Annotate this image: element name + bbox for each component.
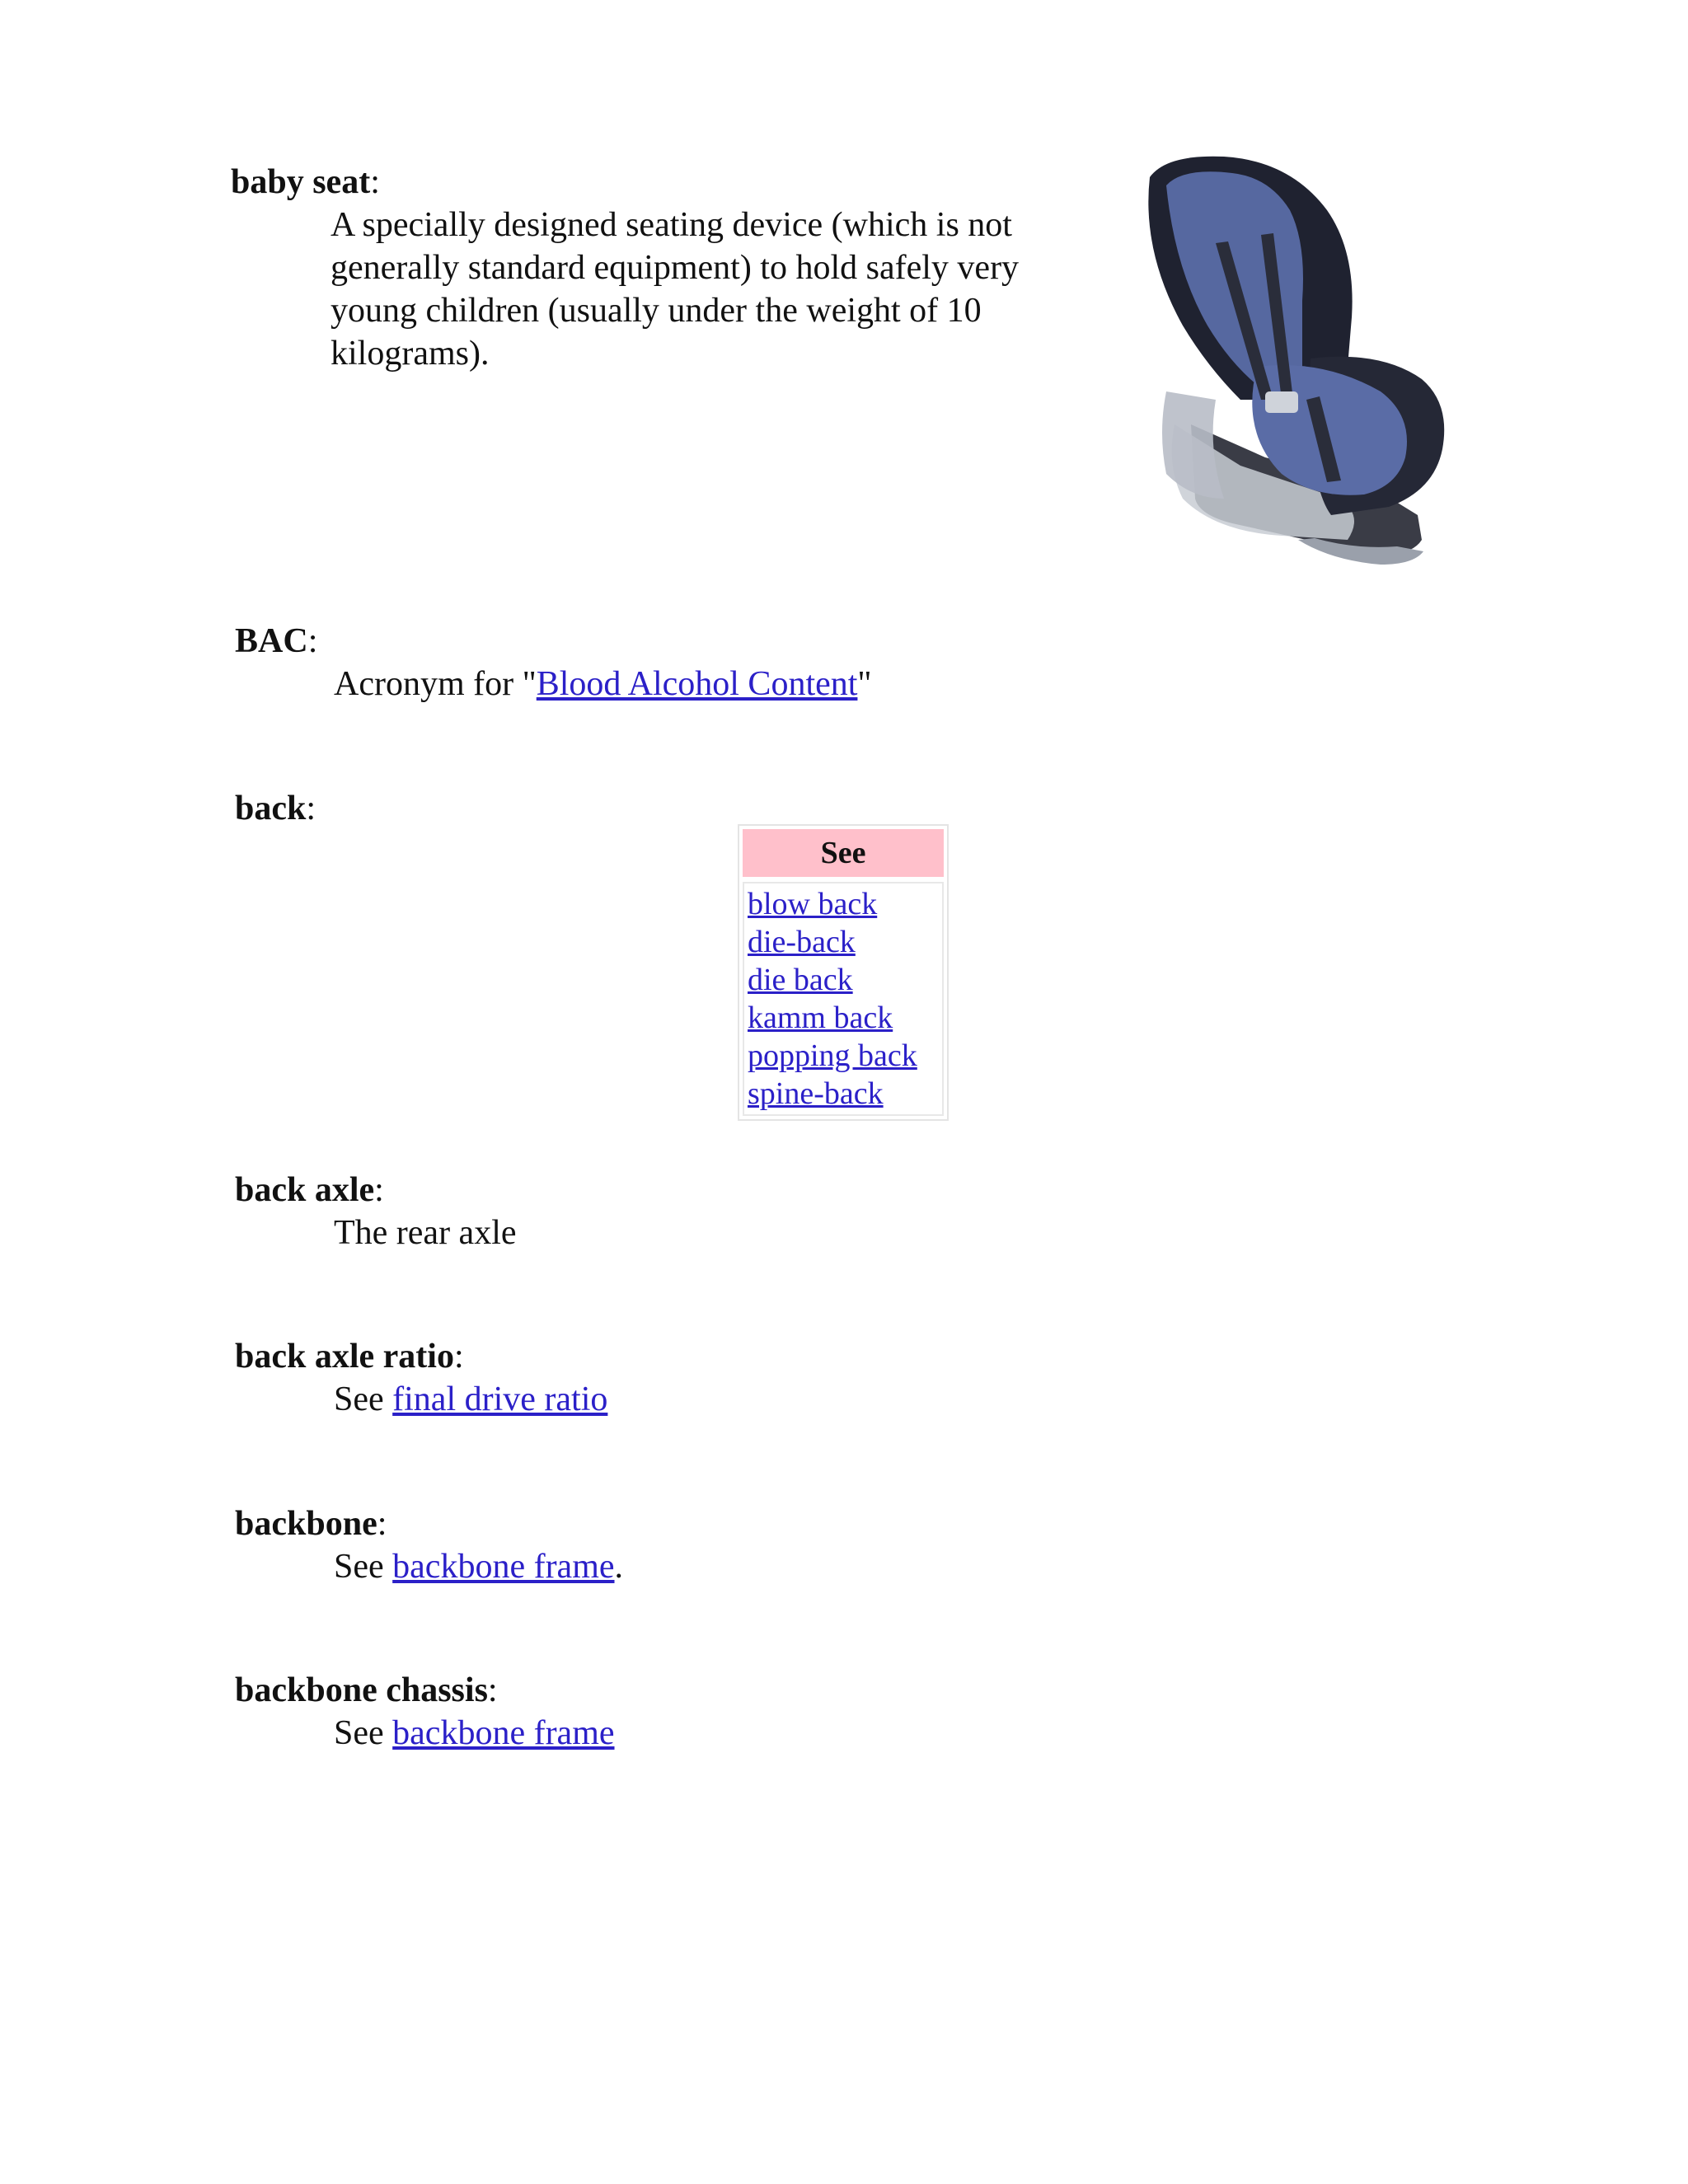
definition-suffix: . — [614, 1548, 624, 1586]
definition-bac — [334, 663, 1471, 705]
term-back: back — [235, 790, 307, 827]
entry-backbone — [235, 1502, 1471, 1588]
term-back-axle: back axle — [235, 1171, 375, 1209]
term-baby-seat: baby seat — [231, 163, 371, 201]
see-link-die-back-hyphen[interactable]: die-back — [748, 925, 856, 959]
term-line — [235, 1502, 1471, 1545]
term-colon: : — [453, 1338, 464, 1376]
term-backbone-chassis: backbone chassis — [235, 1671, 488, 1709]
link-blood-alcohol-content[interactable]: Blood Alcohol Content — [536, 665, 858, 703]
term-colon: : — [370, 163, 380, 201]
entry-bac — [235, 620, 1471, 705]
entry-back-axle — [235, 1169, 1471, 1254]
term-line — [235, 620, 1471, 663]
definition-backbone-chassis — [334, 1712, 1471, 1755]
term-backbone: backbone — [235, 1505, 377, 1543]
definition-prefix: Acronym for " — [334, 665, 537, 703]
term-back-axle-ratio: back axle ratio — [235, 1338, 454, 1376]
term-colon: : — [306, 790, 316, 827]
definition-back-axle: The rear axle — [334, 1214, 517, 1252]
see-link-popping-back[interactable]: popping back — [748, 1038, 917, 1073]
see-link-blow-back[interactable]: blow back — [748, 887, 878, 921]
term-colon: : — [307, 622, 318, 660]
term-colon: : — [377, 1505, 387, 1543]
term-line — [235, 1169, 1471, 1212]
definition-prefix: See — [334, 1548, 393, 1586]
baby-seat-image — [1117, 152, 1463, 573]
see-also-header: See — [743, 829, 944, 877]
see-link-spine-back[interactable]: spine-back — [748, 1076, 884, 1111]
term-colon: : — [374, 1171, 384, 1209]
definition-backbone — [334, 1545, 1471, 1588]
link-final-drive-ratio[interactable]: final drive ratio — [392, 1380, 608, 1418]
definition-prefix: See — [334, 1380, 393, 1418]
term-colon: : — [487, 1671, 498, 1709]
seat-buckle — [1265, 391, 1298, 413]
term-line — [235, 1335, 1471, 1378]
term-line — [235, 1669, 1471, 1712]
definition-back-axle-ratio — [334, 1378, 1471, 1421]
entry-back-axle-ratio — [235, 1335, 1471, 1421]
link-backbone-frame[interactable]: backbone frame — [392, 1548, 615, 1586]
see-link-kamm-back[interactable]: kamm back — [748, 1001, 893, 1035]
definition-suffix: " — [857, 665, 872, 703]
definition-prefix: See — [334, 1714, 393, 1752]
see-link-die-back[interactable]: die back — [748, 963, 853, 997]
definition-baby-seat: A specially designed seating device (which is not generally standard equipment) to hold safely very young children (usually under the weight of 10 kilograms). — [331, 206, 1020, 373]
see-also-list — [743, 882, 944, 1116]
term-bac: BAC — [235, 622, 308, 660]
link-backbone-frame[interactable]: backbone frame — [392, 1714, 615, 1752]
see-also-box — [738, 824, 949, 1121]
entry-backbone-chassis — [235, 1669, 1471, 1755]
